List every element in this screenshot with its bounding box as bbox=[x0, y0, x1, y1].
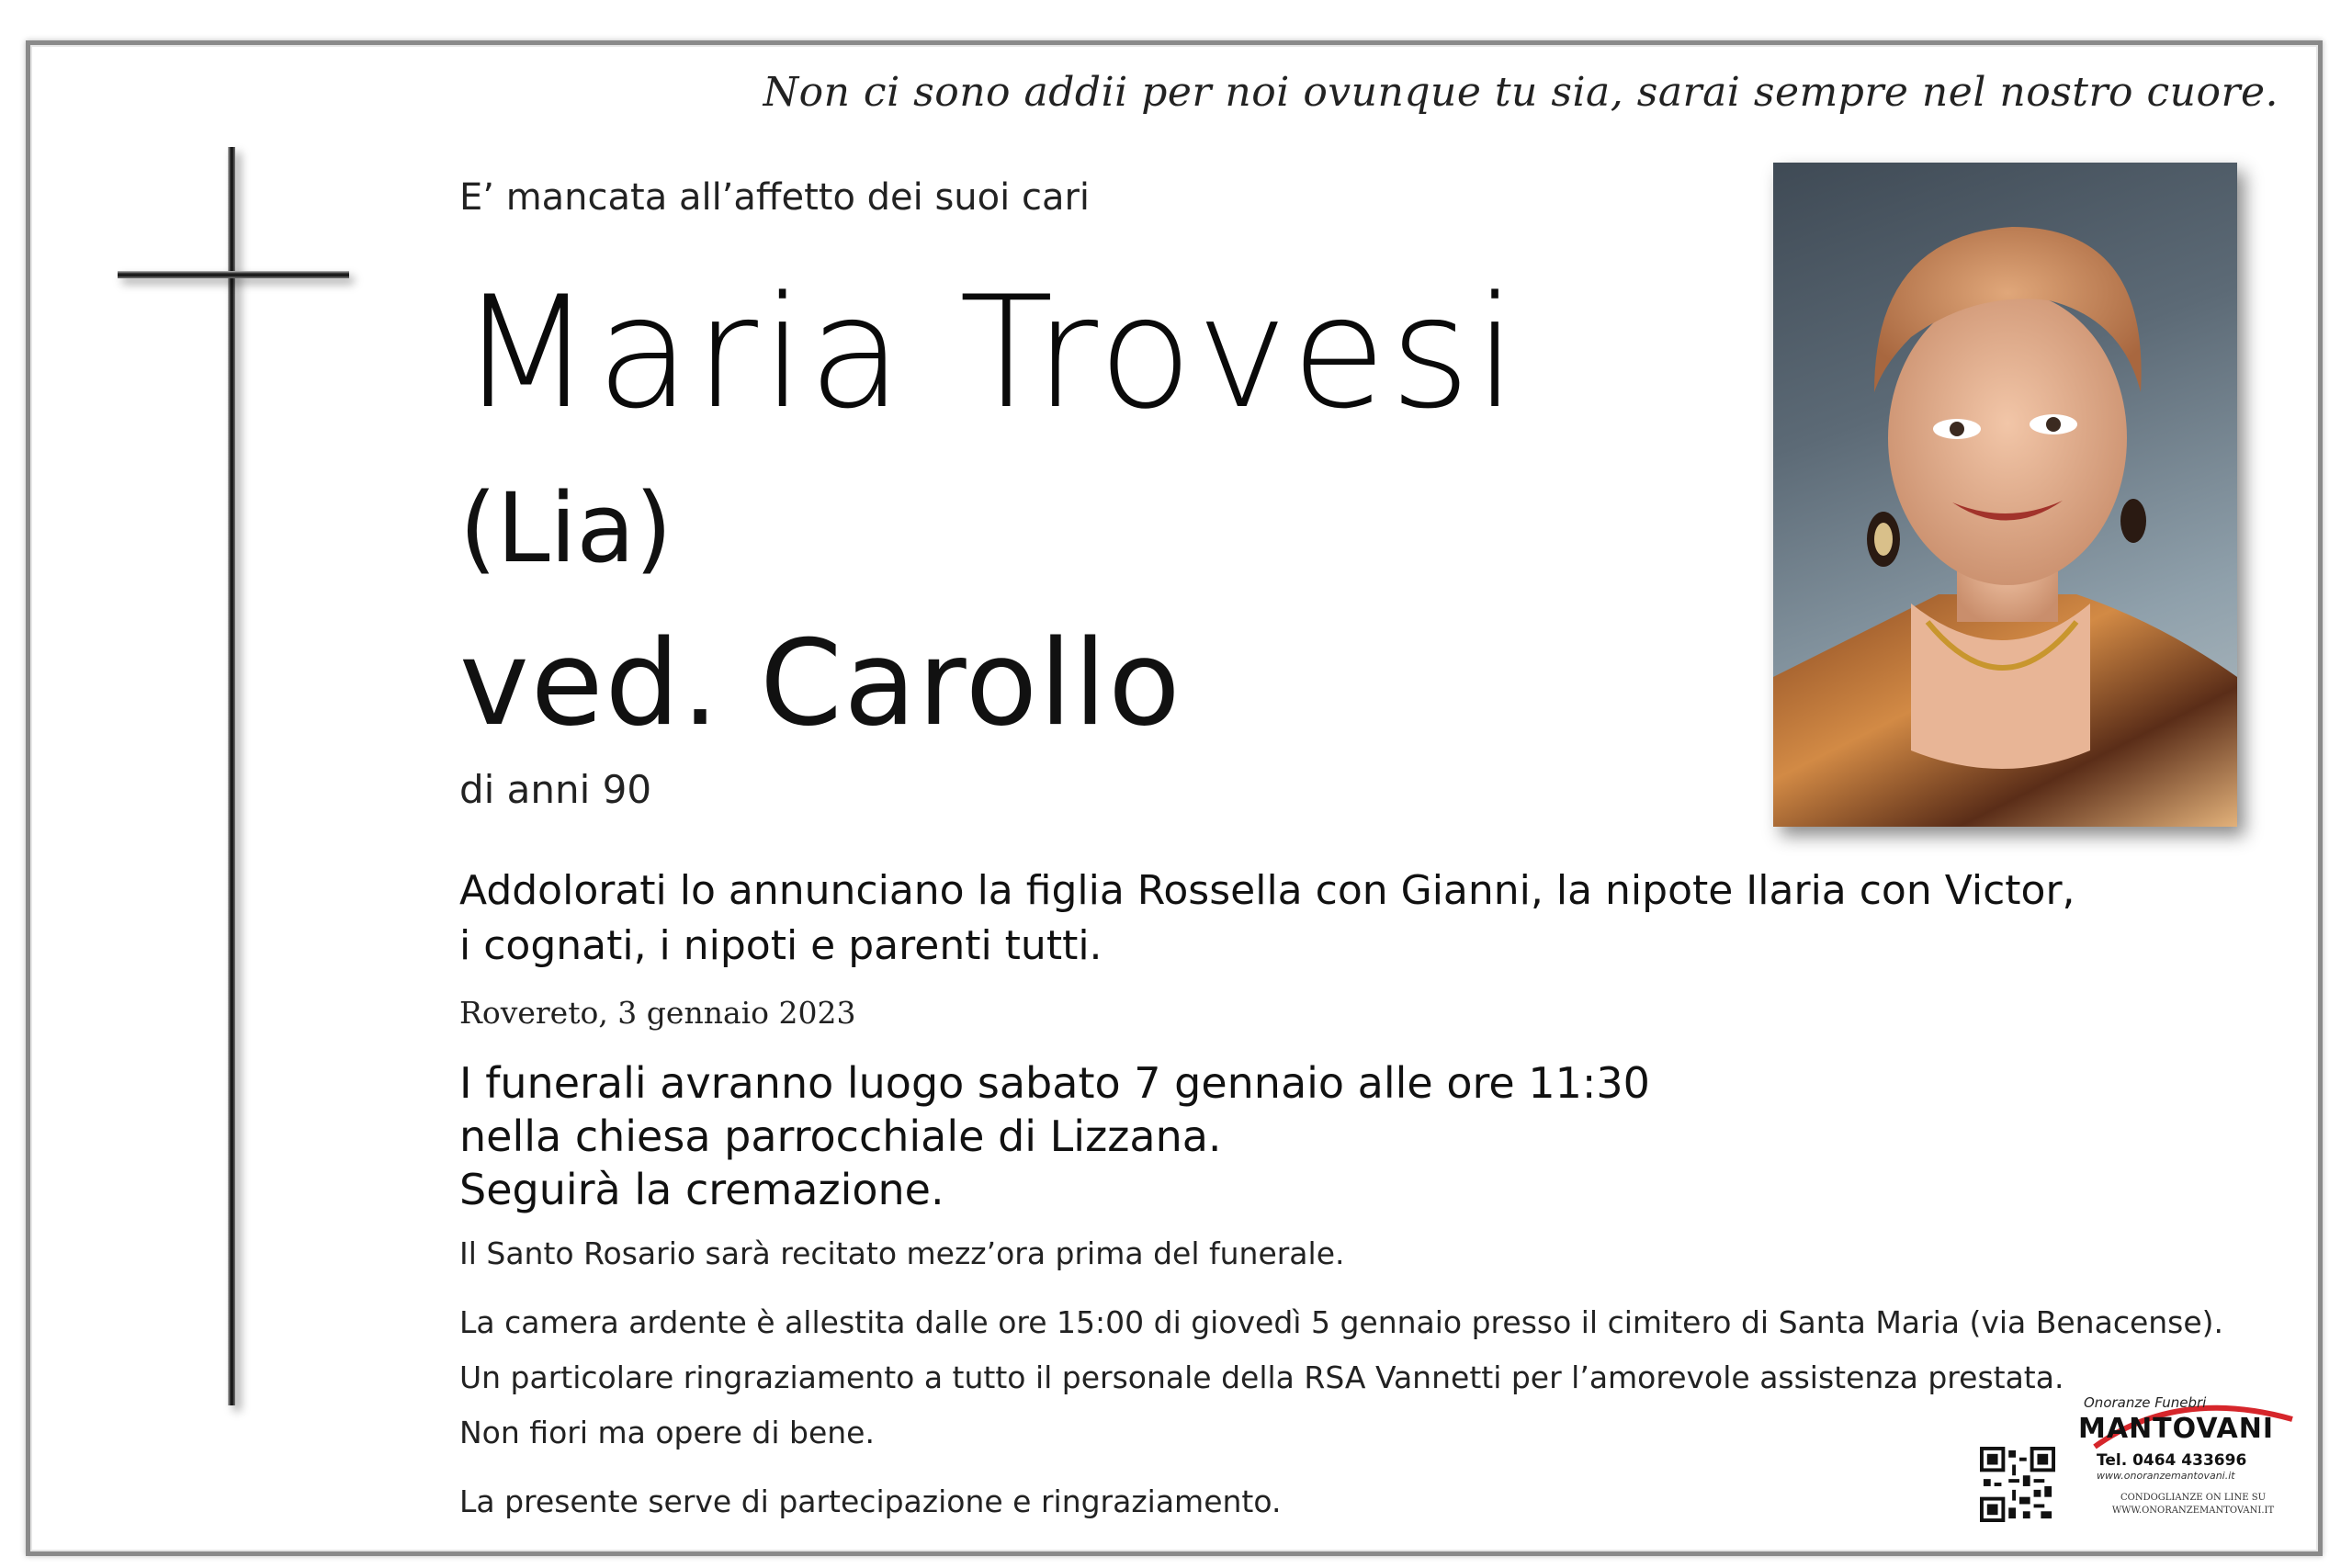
widow-of: ved. Carollo bbox=[459, 615, 1182, 752]
logo-name: MANTOVANI bbox=[2078, 1413, 2275, 1445]
rosary-note: Il Santo Rosario sarà recitato mezz’ora prima del funerale. bbox=[459, 1235, 1345, 1271]
cross-icon-bar bbox=[118, 271, 349, 278]
announcement bbox=[459, 863, 2075, 974]
funeral-info bbox=[459, 1056, 1650, 1216]
announcement-line: i cognati, i nipoti e parenti tutti. bbox=[459, 922, 1102, 969]
deceased-name: Maria Trovesi bbox=[459, 263, 1521, 443]
place-date: Rovereto, 3 gennaio 2023 bbox=[459, 995, 856, 1031]
qr-code-icon bbox=[1980, 1447, 2055, 1522]
closing-note: La presente serve di partecipazione e ringraziamento. bbox=[459, 1483, 1282, 1519]
logo-website: www.onoranzemantovani.it bbox=[2097, 1470, 2235, 1482]
flowers-note: Non fiori ma opere di bene. bbox=[459, 1415, 875, 1450]
motto: Non ci sono addii per noi ovunque tu sia, sarai sempre nel nostro cuore. bbox=[763, 69, 2278, 116]
logo-condolences-line: WWW.ONORANZEMANTOVANI.IT bbox=[2111, 1506, 2275, 1516]
funeral-line: Seguirà la cremazione. bbox=[459, 1165, 944, 1214]
age-text: di anni 90 bbox=[459, 767, 652, 812]
cross-icon bbox=[228, 147, 235, 1405]
chapel-note: La camera ardente è allestita dalle ore 15:00 di giovedì 5 gennaio presso il cimitero di Santa Maria (via Benacense). bbox=[459, 1304, 2224, 1340]
logo-subtitle: Onoranze Funebri bbox=[2084, 1394, 2207, 1411]
portrait-photo bbox=[1773, 163, 2237, 827]
thanks-note: Un particolare ringraziamento a tutto il personale della RSA Vannetti per l’amorevole assistenza prestata. bbox=[459, 1359, 2064, 1395]
logo-condolences-line: CONDOGLIANZE ON LINE SU bbox=[2120, 1493, 2267, 1503]
logo-phone: Tel. 0464 433696 bbox=[2097, 1451, 2247, 1470]
announcement-line: Addolorati lo annunciano la figlia Rossella con Gianni, la nipote Ilaria con Victor, bbox=[459, 867, 2075, 914]
intro-text: E’ mancata all’affetto dei suoi cari bbox=[459, 176, 1091, 219]
funeral-line: nella chiesa parrocchiale di Lizzana. bbox=[459, 1111, 1222, 1161]
deceased-nickname: (Lia) bbox=[459, 472, 673, 584]
logo-condolences bbox=[2087, 1492, 2299, 1517]
funeral-line: I funerali avranno luogo sabato 7 gennaio alle ore 11:30 bbox=[459, 1058, 1650, 1108]
